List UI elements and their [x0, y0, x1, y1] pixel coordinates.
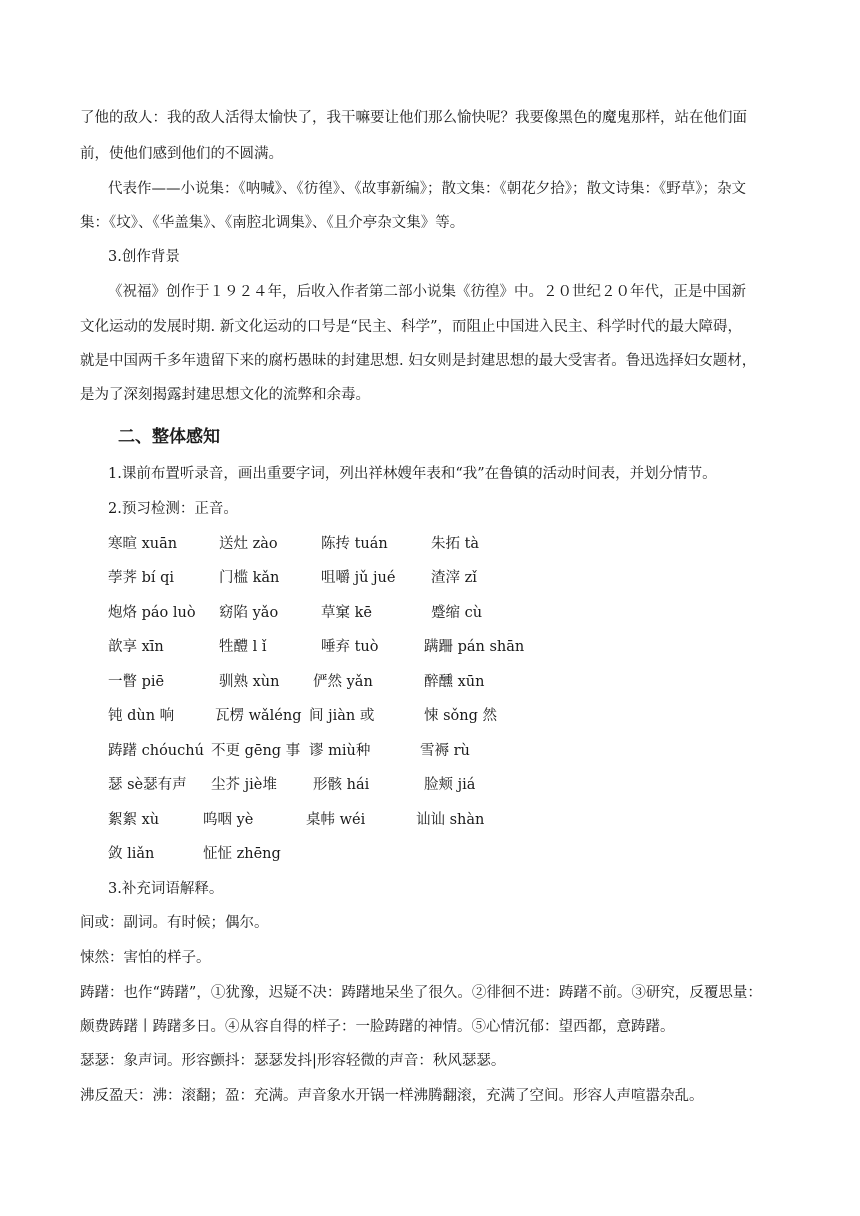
pinyin-item: 窈陷 yǎo [219, 605, 279, 621]
pinyin-item: 踌躇 chóuchú [108, 743, 204, 759]
pinyin-item: 呜咽 yè [203, 812, 254, 828]
intro-line-1: 了他的敌人：我的敌人活得太愉快了，我干嘛要让他们那么愉快呢？我要像黑色的魔鬼那样，站在他们面 [80, 110, 747, 126]
pinyin-item: 不更 gēng 事 [211, 743, 301, 759]
definition-jianhuo: 间或：副词。有时候；偶尔。 [80, 915, 269, 931]
pinyin-item: 悚 sǒng 然 [424, 708, 498, 724]
pinyin-item: 间 jiàn 或 [309, 708, 375, 724]
background-title: 3.创作背景 [108, 249, 180, 265]
definition-chouchu-line-1: 踌躇：也作“踌躇”，①犹豫，迟疑不决：踌躇地呆坐了很久。②徘徊不进：踌躇不前。③研究，反覆思量： [80, 985, 762, 1001]
works-line-1: 代表作——小说集：《呐喊》、《彷徨》、《故事新编》；散文集：《朝花夕拾》；散文诗集：《野草》；杂文 [108, 181, 746, 197]
pinyin-item: 唾弃 tuò [321, 639, 379, 655]
pinyin-item: 牲醴 l ǐ [219, 639, 267, 655]
intro-line-2: 前，使他们感到他们的不圆满。 [80, 146, 283, 162]
pinyin-item: 一瞥 piē [108, 674, 165, 690]
pinyin-item: 瓦楞 wǎléng [215, 708, 302, 724]
pinyin-item: 敛 liǎn [108, 846, 155, 862]
pinyin-item: 蹙缩 cù [431, 605, 483, 621]
definition-sese: 瑟瑟：象声词。形容颤抖：瑟瑟发抖|形容轻微的声音：秋风瑟瑟。 [80, 1053, 506, 1069]
background-line-3: 就是中国两千多年遗留下来的腐朽愚昧的封建思想. 妇女则是封建思想的最大受害者。鲁迅选择妇女题材， [80, 353, 757, 369]
works-line-2: 集：《坟》、《华盖集》、《南腔北调集》、《且介亭杂文集》等。 [80, 215, 465, 231]
pinyin-item: 驯熟 xùn [219, 674, 280, 690]
pinyin-item: 渣滓 zǐ [431, 570, 477, 586]
pinyin-item: 草窠 kē [321, 605, 372, 621]
pinyin-item: 歆享 xīn [108, 639, 164, 655]
pinyin-item: 陈抟 tuán [321, 536, 388, 552]
definition-chouchu-line-2: 颇费踌躇丨踌躇多日。④从容自得的样子：一脸踌躇的神情。⑤心情沉郁：望西都，意踌躇。 [80, 1019, 675, 1035]
pinyin-item: 雪褥 rù [420, 743, 470, 759]
background-line-1: 《祝福》创作于１９２４年，后收入作者第二部小说集《彷徨》中。２０世纪２０年代，正是中国新 [108, 284, 746, 300]
pinyin-item: 桌帏 wéi [306, 812, 366, 828]
section-heading: 二、整体感知 [118, 427, 220, 447]
task-2: 2.预习检测：正音。 [108, 501, 238, 517]
background-line-2: 文化运动的发展时期. 新文化运动的口号是“民主、科学”，而阻止中国进入民主、科学时代的最大障碍， [80, 319, 743, 335]
pinyin-item: 钝 dùn 响 [108, 708, 175, 724]
pinyin-item: 俨然 yǎn [313, 674, 373, 690]
task-3: 3.补充词语解释。 [108, 881, 224, 897]
pinyin-item: 絮絮 xù [108, 812, 160, 828]
pinyin-item: 醉醺 xūn [424, 674, 485, 690]
pinyin-item: 门槛 kǎn [219, 570, 280, 586]
pinyin-item: 寒暄 xuān [108, 536, 178, 552]
pinyin-item: 荸荠 bí qi [108, 570, 175, 586]
background-line-4: 是为了深刻揭露封建思想文化的流弊和余毒。 [80, 387, 370, 403]
pinyin-item: 咀嚼 jǔ jué [321, 570, 396, 586]
pinyin-item: 讪讪 shàn [416, 812, 485, 828]
pinyin-item: 尘芥 jiè堆 [211, 777, 277, 793]
pinyin-item: 朱拓 tà [431, 536, 480, 552]
definition-feifan: 沸反盈天：沸：滚翻；盈：充满。声音象水开锅一样沸腾翻滚，充满了空间。形容人声喧嚣杂乱。 [80, 1088, 704, 1104]
pinyin-item: 谬 miù种 [309, 743, 371, 759]
definition-songran: 悚然：害怕的样子。 [80, 950, 211, 966]
pinyin-item: 送灶 zào [219, 536, 278, 552]
pinyin-item: 怔怔 zhēng [203, 846, 281, 862]
pinyin-item: 炮烙 páo luò [108, 605, 196, 621]
task-1: 1.课前布置听录音，画出重要字词，列出祥林嫂年表和“我”在鲁镇的活动时间表，并划分情节。 [108, 466, 717, 482]
pinyin-item: 蹒跚 pán shān [424, 639, 525, 655]
pinyin-item: 形骸 hái [313, 777, 370, 793]
pinyin-item: 脸颊 jiá [424, 777, 476, 793]
pinyin-item: 瑟 sè瑟有声 [108, 777, 187, 793]
